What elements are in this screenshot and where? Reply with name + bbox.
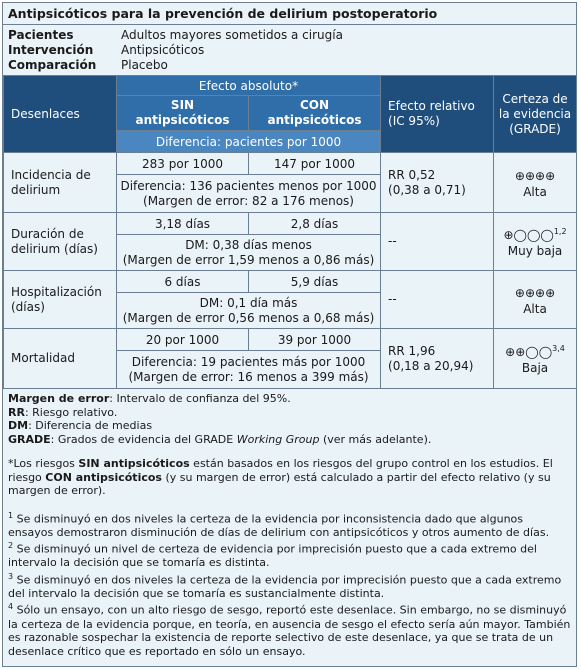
difference-line2: (Margen de error: 82 a 176 menos) (143, 193, 354, 208)
header-sin-line1: SIN (170, 98, 195, 112)
relative-effect-line1: RR 1,96 (388, 343, 436, 358)
certainty-label: Baja (521, 361, 549, 375)
con-value: 2,8 días (249, 213, 381, 235)
difference (117, 351, 381, 389)
certainty (494, 271, 577, 329)
sin-value: 6 días (117, 271, 249, 293)
footnote-number: 1 (8, 510, 14, 520)
star-note (8, 457, 571, 498)
footnote-2 (8, 539, 571, 570)
outcome-name (4, 153, 117, 213)
certainty-symbols: ⊕⊕◯◯ (505, 345, 553, 359)
footnote-4 (8, 600, 571, 658)
abbrev-value: : Intervalo de confianza del 95%. (109, 392, 291, 405)
table-row (4, 213, 577, 235)
table-title: Antipsicóticos para la prevención de delirium postoperatorio (3, 3, 576, 25)
certainty (494, 213, 577, 271)
certainty (494, 153, 577, 213)
header-certeza-line2: la evidencia (498, 106, 572, 121)
footnote-3 (8, 570, 571, 601)
star-note-d: CON antipsicóticos (45, 470, 162, 484)
abbrev-key: GRADE (8, 432, 51, 446)
relative-effect-line2: (0,38 a 0,71) (388, 182, 466, 197)
difference (117, 235, 381, 271)
header-sin (117, 96, 249, 131)
abbrev-value: : Diferencia de medias (28, 419, 153, 432)
header-sin-line2: antipsicóticos (135, 113, 230, 127)
outcome-name-line2: (días) (11, 299, 45, 314)
pico-block (3, 25, 576, 75)
table-row (4, 329, 577, 351)
sin-value: 283 por 1000 (117, 153, 249, 175)
outcome-name-line1: Hospitalización (11, 284, 102, 299)
abbrev-value: : Grados de evidencia del GRADE (50, 432, 237, 446)
difference-line1: Diferencia: 136 pacientes menos por 1000 (120, 178, 377, 193)
abbrev-dm (8, 419, 571, 433)
relative-effect-line2: (0,18 a 20,94) (388, 358, 474, 373)
header-desenlaces: Desenlaces (4, 76, 117, 153)
relative-effect (381, 329, 494, 389)
difference (117, 175, 381, 213)
pico-row-patients (8, 28, 571, 43)
certainty-symbols: ⊕⊕⊕⊕ (514, 169, 556, 183)
notes-block (3, 389, 576, 661)
header-diferencia: Diferencia: pacientes por 1000 (117, 131, 381, 153)
con-value: 147 por 1000 (249, 153, 381, 175)
certainty-label: Alta (523, 302, 547, 316)
difference-line2: (Margen de error 1,59 menos a 0,86 más) (122, 252, 375, 267)
header-efecto-absoluto: Efecto absoluto* (117, 76, 381, 96)
difference-line1: Diferencia: 19 pacientes más por 1000 (131, 354, 366, 369)
outcome-name-line2: delirium (días) (11, 241, 98, 256)
difference-line1: DM: 0,1 día más (199, 295, 298, 310)
header-con-line2: antipsicóticos (267, 113, 362, 127)
table-row (4, 271, 577, 293)
pico-label: Pacientes (8, 28, 74, 42)
pico-value: Adultos mayores sometidos a cirugía (121, 28, 343, 42)
star-note-b: SIN antipsicóticos (78, 457, 190, 470)
star-note-a: *Los riesgos (8, 457, 79, 470)
pico-row-intervention (8, 43, 571, 58)
certainty-symbols: ⊕◯◯◯ (503, 228, 554, 242)
footnote-number: 3 (8, 571, 14, 581)
pico-row-comparison (8, 58, 571, 73)
sin-value: 20 por 1000 (117, 329, 249, 351)
certainty-label: Muy baja (507, 244, 563, 258)
header-efecto-relativo (381, 76, 494, 153)
pico-label: Comparación (8, 58, 97, 72)
certainty-symbols: ⊕⊕⊕⊕ (514, 286, 556, 300)
outcome-name-line2: delirium (11, 182, 61, 197)
header-con-line1: CON (299, 98, 330, 112)
certainty-footnote-ref: 3,4 (552, 344, 565, 353)
difference-line2: (Margen de error: 16 menos a 399 más) (128, 369, 369, 384)
summary-of-findings-card (2, 2, 577, 667)
difference-line1: DM: 0,38 días menos (185, 237, 312, 252)
abbrev-value-tail: (ver más adelante). (319, 432, 432, 446)
outcome-name-line1: Mortalidad (11, 351, 75, 365)
relative-effect (381, 153, 494, 213)
footnote-text: Se disminuyó un nivel de certeza de evidencia por imprecisión puesto que a cada extremo del intervalo la decisión que se tomaría es distinta. (8, 542, 537, 570)
outcome-name (4, 329, 117, 389)
star-note-e: (y su margen de error) está calculado a partir del efecto relativo (y su margen de error). (8, 470, 551, 497)
footnote-text: Sólo un ensayo, con un alto riesgo de sesgo, reportó este desenlace. Sin embargo, no se disminuyó la certeza de la evidencia porque, en teoría, en ausencia de sesgo el efecto sería aún mayor. También es razonable sospechar la existencia de reporte selectivo de este desenlace, ya que se trata de un desenlace crítico que es reportado en sólo un ensayo. (8, 604, 571, 658)
relative-effect-line1: -- (388, 234, 397, 248)
relative-effect (381, 213, 494, 271)
footnote-number: 4 (8, 602, 14, 612)
header-con (249, 96, 381, 131)
header-certeza-line1: Certeza de (502, 91, 568, 106)
certainty-label: Alta (523, 185, 547, 199)
table-row (4, 153, 577, 175)
pico-value: Placebo (121, 58, 168, 72)
outcome-name-line1: Incidencia de (11, 167, 91, 182)
footnote-number: 2 (8, 541, 14, 551)
relative-effect-line1: -- (388, 292, 397, 306)
sin-value: 3,18 días (117, 213, 249, 235)
outcome-name-line1: Duración de (11, 226, 84, 241)
con-value: 5,9 días (249, 271, 381, 293)
abbrev-key: Margen de error (8, 392, 110, 405)
footnote-text: Se disminuyó en dos niveles la certeza de la evidencia por imprecisión puesto que a cada extremo del intervalo la decisión que se tomaría es sustancialmente distinta. (8, 573, 562, 600)
abbrev-margen (8, 392, 571, 406)
footnote-text: Se disminuyó en dos niveles la certeza de la evidencia por inconsistencia dado que algunos ensayos demostraron disminución de días de delirium con antipsicóticos y otros aumento de días. (8, 512, 550, 539)
header-certeza-line3: (GRADE) (509, 121, 561, 136)
certainty (494, 329, 577, 389)
difference (117, 293, 381, 329)
header-certeza (494, 76, 577, 153)
difference-line2: (Margen de error 0,56 menos a 0,68 más) (122, 310, 375, 325)
abbrev-key: RR (8, 405, 25, 419)
relative-effect-line1: RR 0,52 (388, 167, 436, 182)
abbrev-value-italic: Working Group (236, 432, 320, 446)
certainty-footnote-ref: 1,2 (553, 227, 567, 236)
abbrev-rr (8, 406, 571, 420)
header-efecto-relativo-line1: Efecto relativo (388, 99, 475, 113)
abbrev-grade (8, 433, 571, 447)
results-table (3, 75, 577, 389)
outcome-name (4, 213, 117, 271)
pico-label: Intervención (8, 43, 94, 57)
star-note-c: están basados en los riesgos del grupo control en los estudios. El riesgo (8, 457, 553, 484)
pico-value: Antipsicóticos (121, 43, 205, 57)
outcome-name (4, 271, 117, 329)
con-value: 39 por 1000 (249, 329, 381, 351)
abbrev-value: : Riesgo relativo. (24, 405, 118, 419)
header-efecto-relativo-line2: (IC 95%) (388, 114, 440, 128)
relative-effect (381, 271, 494, 329)
abbrev-key: DM (8, 419, 29, 432)
footnote-1 (8, 509, 571, 540)
